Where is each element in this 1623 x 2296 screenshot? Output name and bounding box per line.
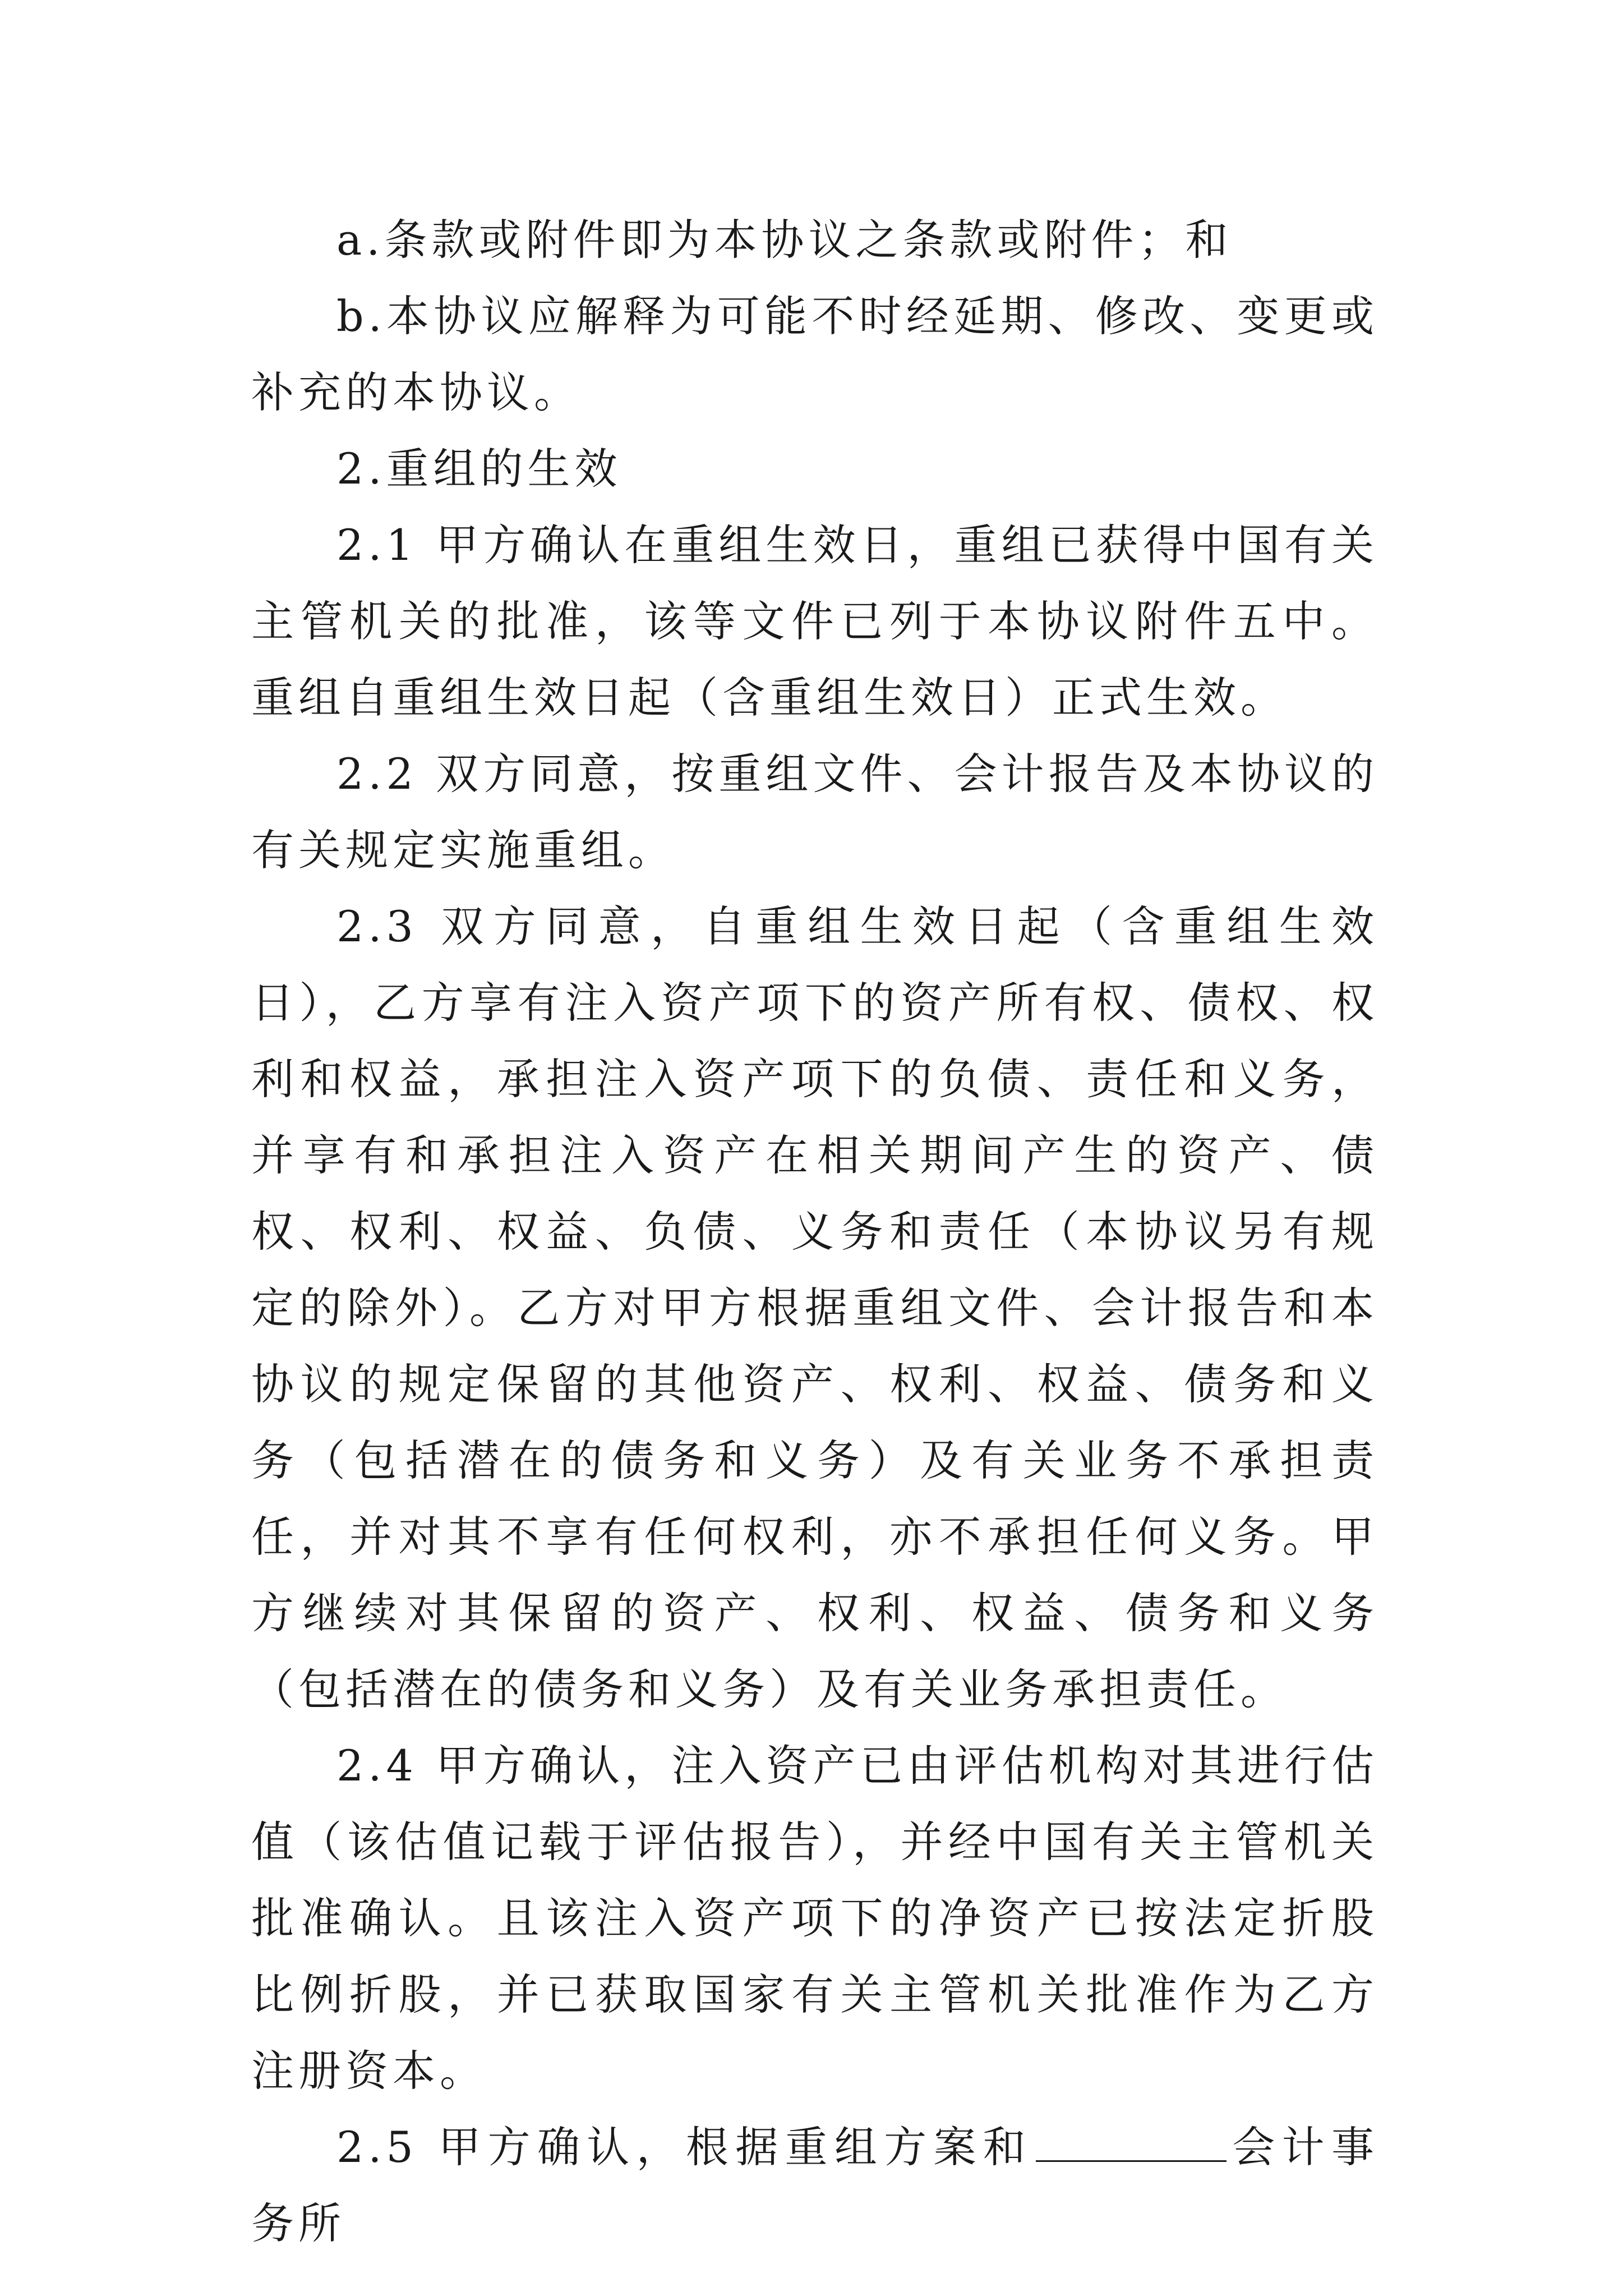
clause-2-2: 2.2 双方同意，按重组文件、会计报告及本协议的有关规定实施重组。 [251, 749, 1378, 875]
clause-2-5 [251, 2109, 1378, 2262]
clause-b: b.本协议应解释为可能不时经延期、修改、变更或补充的本协议。 [251, 291, 1378, 417]
clause-2-4: 2.4 甲方确认，注入资产已由评估机构对其进行估值（该估值记载于评估报告），并经中国有关主管机关批准确认。且该注入资产项下的净资产已按法定折股比例折股，并已获取国家有关主管机关批准作为乙方注册资本。 [251, 1741, 1378, 2096]
clause-2-5-text-end: 会计事务所 [251, 2122, 1378, 2248]
clause-2-3: 2.3 双方同意，自重组生效日起（含重组生效日），乙方享有注入资产项下的资产所有权、债权、权利和权益，承担注入资产项下的负债、责任和义务，并享有和承担注入资产在相关期间产生的资产、债权、权利、权益、负债、义务和责任（本协议另有规定的除外）。乙方对甲方根据重组文件、会计报告和本协议的规定保留的其他资产、权利、权益、债务和义务（包括潜在的债务和义务）及有关业务不承担责任，并对其不享有任何权利，亦不承担任何义务。甲方继续对其保留的资产、权利、权益、债务和义务（包括潜在的债务和义务）及有关业务承担责任。 [251, 901, 1378, 1714]
clause-2-1: 2.1 甲方确认在重组生效日，重组已获得中国有关主管机关的批准，该等文件已列于本协议附件五中。重组自重组生效日起（含重组生效日）正式生效。 [251, 520, 1378, 723]
fill-in-blank-line [1036, 2127, 1227, 2162]
section-heading-2: 2.重组的生效 [336, 444, 622, 494]
document-body [251, 202, 1378, 2262]
clause-a: a.条款或附件即为本协议之条款或附件；和 [336, 215, 1233, 265]
clause-2-5-text: 2.5 甲方确认，根据重组方案和 [336, 2122, 1033, 2172]
